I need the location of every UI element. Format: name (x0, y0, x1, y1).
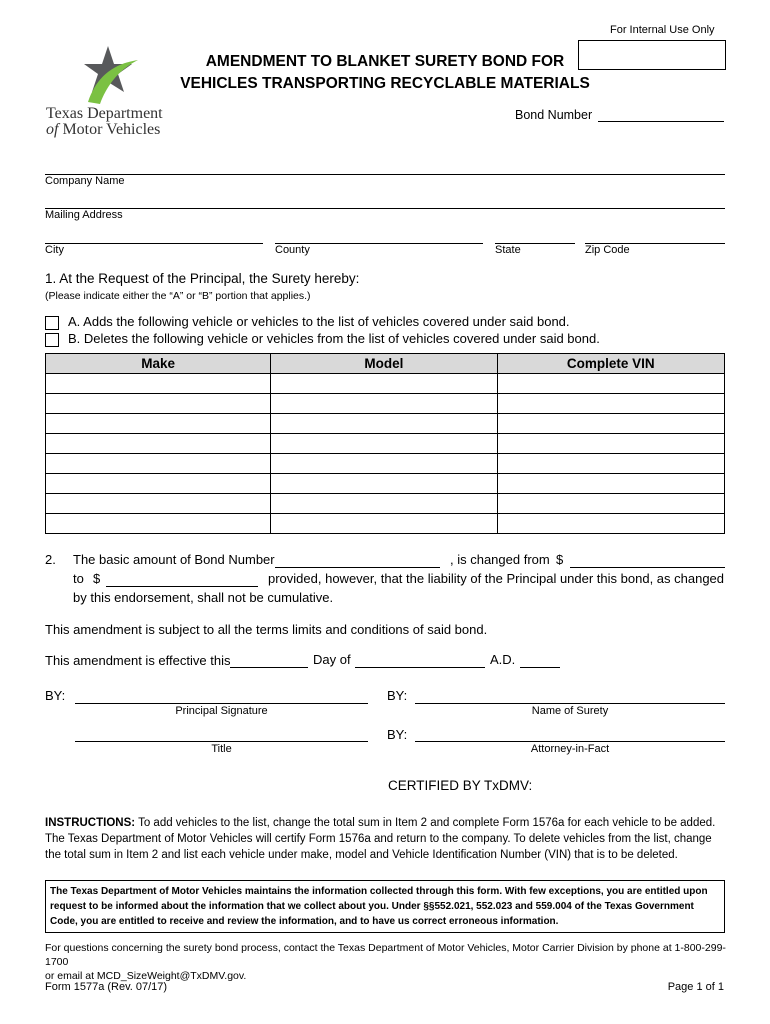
company-name-field[interactable] (45, 174, 725, 175)
table-row (46, 374, 725, 394)
day-of-label: Day of (313, 652, 351, 667)
agency-name-line2: of Motor Vehicles (46, 121, 161, 138)
option-b-checkbox[interactable] (45, 333, 59, 347)
from-amount-field[interactable] (570, 567, 725, 568)
vehicle-table (45, 353, 725, 534)
model-cell[interactable] (271, 514, 497, 534)
vin-cell[interactable] (497, 514, 724, 534)
option-b-label: B. Deletes the following vehicle or vehicles from the list of vehicles covered under said bond. (68, 331, 600, 346)
table-row (46, 414, 725, 434)
model-cell[interactable] (271, 434, 497, 454)
section2-text-b: , is changed from (450, 552, 550, 567)
internal-use-label: For Internal Use Only (610, 24, 715, 36)
company-name-label: Company Name (45, 175, 125, 187)
attorney-in-fact-label: Attorney-in-Fact (530, 743, 610, 755)
vehicle-table-header (46, 354, 725, 374)
instructions-line2: The Texas Department of Motor Vehicles will certify Form 1576a and return to the company. To delete vehicles from the list, change (45, 833, 712, 845)
model-cell[interactable] (271, 374, 497, 394)
contact-line1: For questions concerning the surety bond process, contact the Texas Department of Motor Vehicles, Motor Carrier Division by phone at 1-800-299-1700 (45, 942, 726, 968)
mailing-address-label: Mailing Address (45, 209, 123, 221)
certified-label: CERTIFIED BY TxDMV: (388, 778, 533, 793)
zip-label: Zip Code (585, 244, 630, 256)
form-number: Form 1577a (Rev. 07/17) (45, 981, 168, 993)
make-cell[interactable] (46, 434, 271, 454)
agency-name-line1: Texas Department (46, 105, 163, 122)
col-make: Make (46, 354, 271, 374)
model-cell[interactable] (271, 454, 497, 474)
surety-by-label: BY: (387, 688, 408, 703)
col-model: Model (271, 354, 497, 374)
model-cell[interactable] (271, 474, 497, 494)
title-field[interactable] (75, 741, 368, 742)
terms-subject: This amendment is subject to all the terms limits and conditions of said bond. (45, 622, 488, 637)
vin-cell[interactable] (497, 374, 724, 394)
bond-number-label: Bond Number (515, 108, 593, 122)
notice-line3: Code, you are entitled to receive and review the information, and to have us correct erroneous information. (50, 916, 559, 927)
notice-line2: request to be informed about the information that we collect about you. Under §§552.021, 552.023 and 559.004 of the Texas Government (50, 901, 694, 912)
make-cell[interactable] (46, 454, 271, 474)
table-row (46, 394, 725, 414)
attorney-by-label: BY: (387, 727, 408, 742)
table-row (46, 454, 725, 474)
privacy-notice-box (45, 880, 725, 933)
vin-cell[interactable] (497, 434, 724, 454)
principal-by-label: BY: (45, 688, 66, 703)
to-amount-field[interactable] (106, 586, 258, 587)
form-title-line2: VEHICLES TRANSPORTING RECYCLABLE MATERIALS (180, 75, 590, 92)
instructions-line3: the total sum in Item 2 and list each vehicle under make, model and Vehicle Identification Number (VIN) that is to be deleted. (45, 849, 678, 861)
surety-name-field[interactable] (415, 703, 725, 704)
state-label: State (495, 244, 521, 256)
form-title-line1: AMENDMENT TO BLANKET SURETY BOND FOR (205, 53, 565, 70)
effective-label: This amendment is effective this (45, 653, 231, 668)
section2-text-c: provided, however, that the liability of the Principal under this bond, as changed (268, 571, 725, 586)
page-number: Page 1 of 1 (667, 981, 724, 993)
vin-cell[interactable] (497, 454, 724, 474)
vin-cell[interactable] (497, 494, 724, 514)
vin-cell[interactable] (497, 414, 724, 434)
option-a-checkbox[interactable] (45, 316, 59, 330)
make-cell[interactable] (46, 514, 271, 534)
model-cell[interactable] (271, 494, 497, 514)
model-cell[interactable] (271, 414, 497, 434)
section2-to: to (73, 571, 84, 586)
section1-heading: 1. At the Request of the Principal, the Surety hereby: (45, 271, 360, 286)
make-cell[interactable] (46, 374, 271, 394)
agency-name (46, 106, 163, 138)
to-dollar-sign: $ (93, 571, 101, 586)
city-field[interactable] (45, 243, 263, 244)
option-a-label: A. Adds the following vehicle or vehicles to the list of vehicles covered under said bond. (68, 314, 570, 329)
make-cell[interactable] (46, 474, 271, 494)
table-row (46, 514, 725, 534)
section2-text-a: The basic amount of Bond Number (73, 552, 275, 567)
section2-text-d: by this endorsement, shall not be cumulative. (73, 590, 334, 605)
section2-number: 2. (45, 552, 56, 567)
table-row (46, 494, 725, 514)
instructions-line1: INSTRUCTIONS: To add vehicles to the list, change the total sum in Item 2 and complete Form 1576a for each vehicle to be added. (45, 817, 716, 829)
effective-month-field[interactable] (355, 667, 485, 668)
attorney-in-fact-field[interactable] (415, 741, 725, 742)
col-vin: Complete VIN (497, 354, 724, 374)
table-row (46, 474, 725, 494)
contact-block (45, 941, 735, 983)
title-label: Title (211, 743, 232, 755)
model-cell[interactable] (271, 394, 497, 414)
effective-day-field[interactable] (230, 667, 308, 668)
ad-label: A.D. (490, 652, 516, 667)
make-cell[interactable] (46, 494, 271, 514)
from-dollar-sign: $ (556, 552, 564, 567)
contact-line2: or email at MCD_SizeWeight@TxDMV.gov. (45, 970, 247, 982)
vin-cell[interactable] (497, 394, 724, 414)
instructions-block (45, 815, 735, 863)
effective-year-field[interactable] (520, 667, 560, 668)
surety-name-label: Name of Surety (531, 705, 609, 717)
county-label: County (275, 244, 310, 256)
principal-signature-label: Principal Signature (175, 705, 268, 717)
section1-note: (Please indicate either the “A” or “B” portion that applies.) (45, 290, 311, 302)
make-cell[interactable] (46, 394, 271, 414)
mailing-address-field[interactable] (45, 208, 725, 209)
notice-line1: The Texas Department of Motor Vehicles maintains the information collected through this form. With few exceptions, you are entitled upon (50, 886, 708, 897)
bond-number-field[interactable] (598, 121, 724, 122)
principal-signature-field[interactable] (75, 703, 368, 704)
vin-cell[interactable] (497, 474, 724, 494)
make-cell[interactable] (46, 414, 271, 434)
table-row (46, 434, 725, 454)
bond-number-amend-field[interactable] (275, 567, 440, 568)
city-label: City (45, 244, 64, 256)
